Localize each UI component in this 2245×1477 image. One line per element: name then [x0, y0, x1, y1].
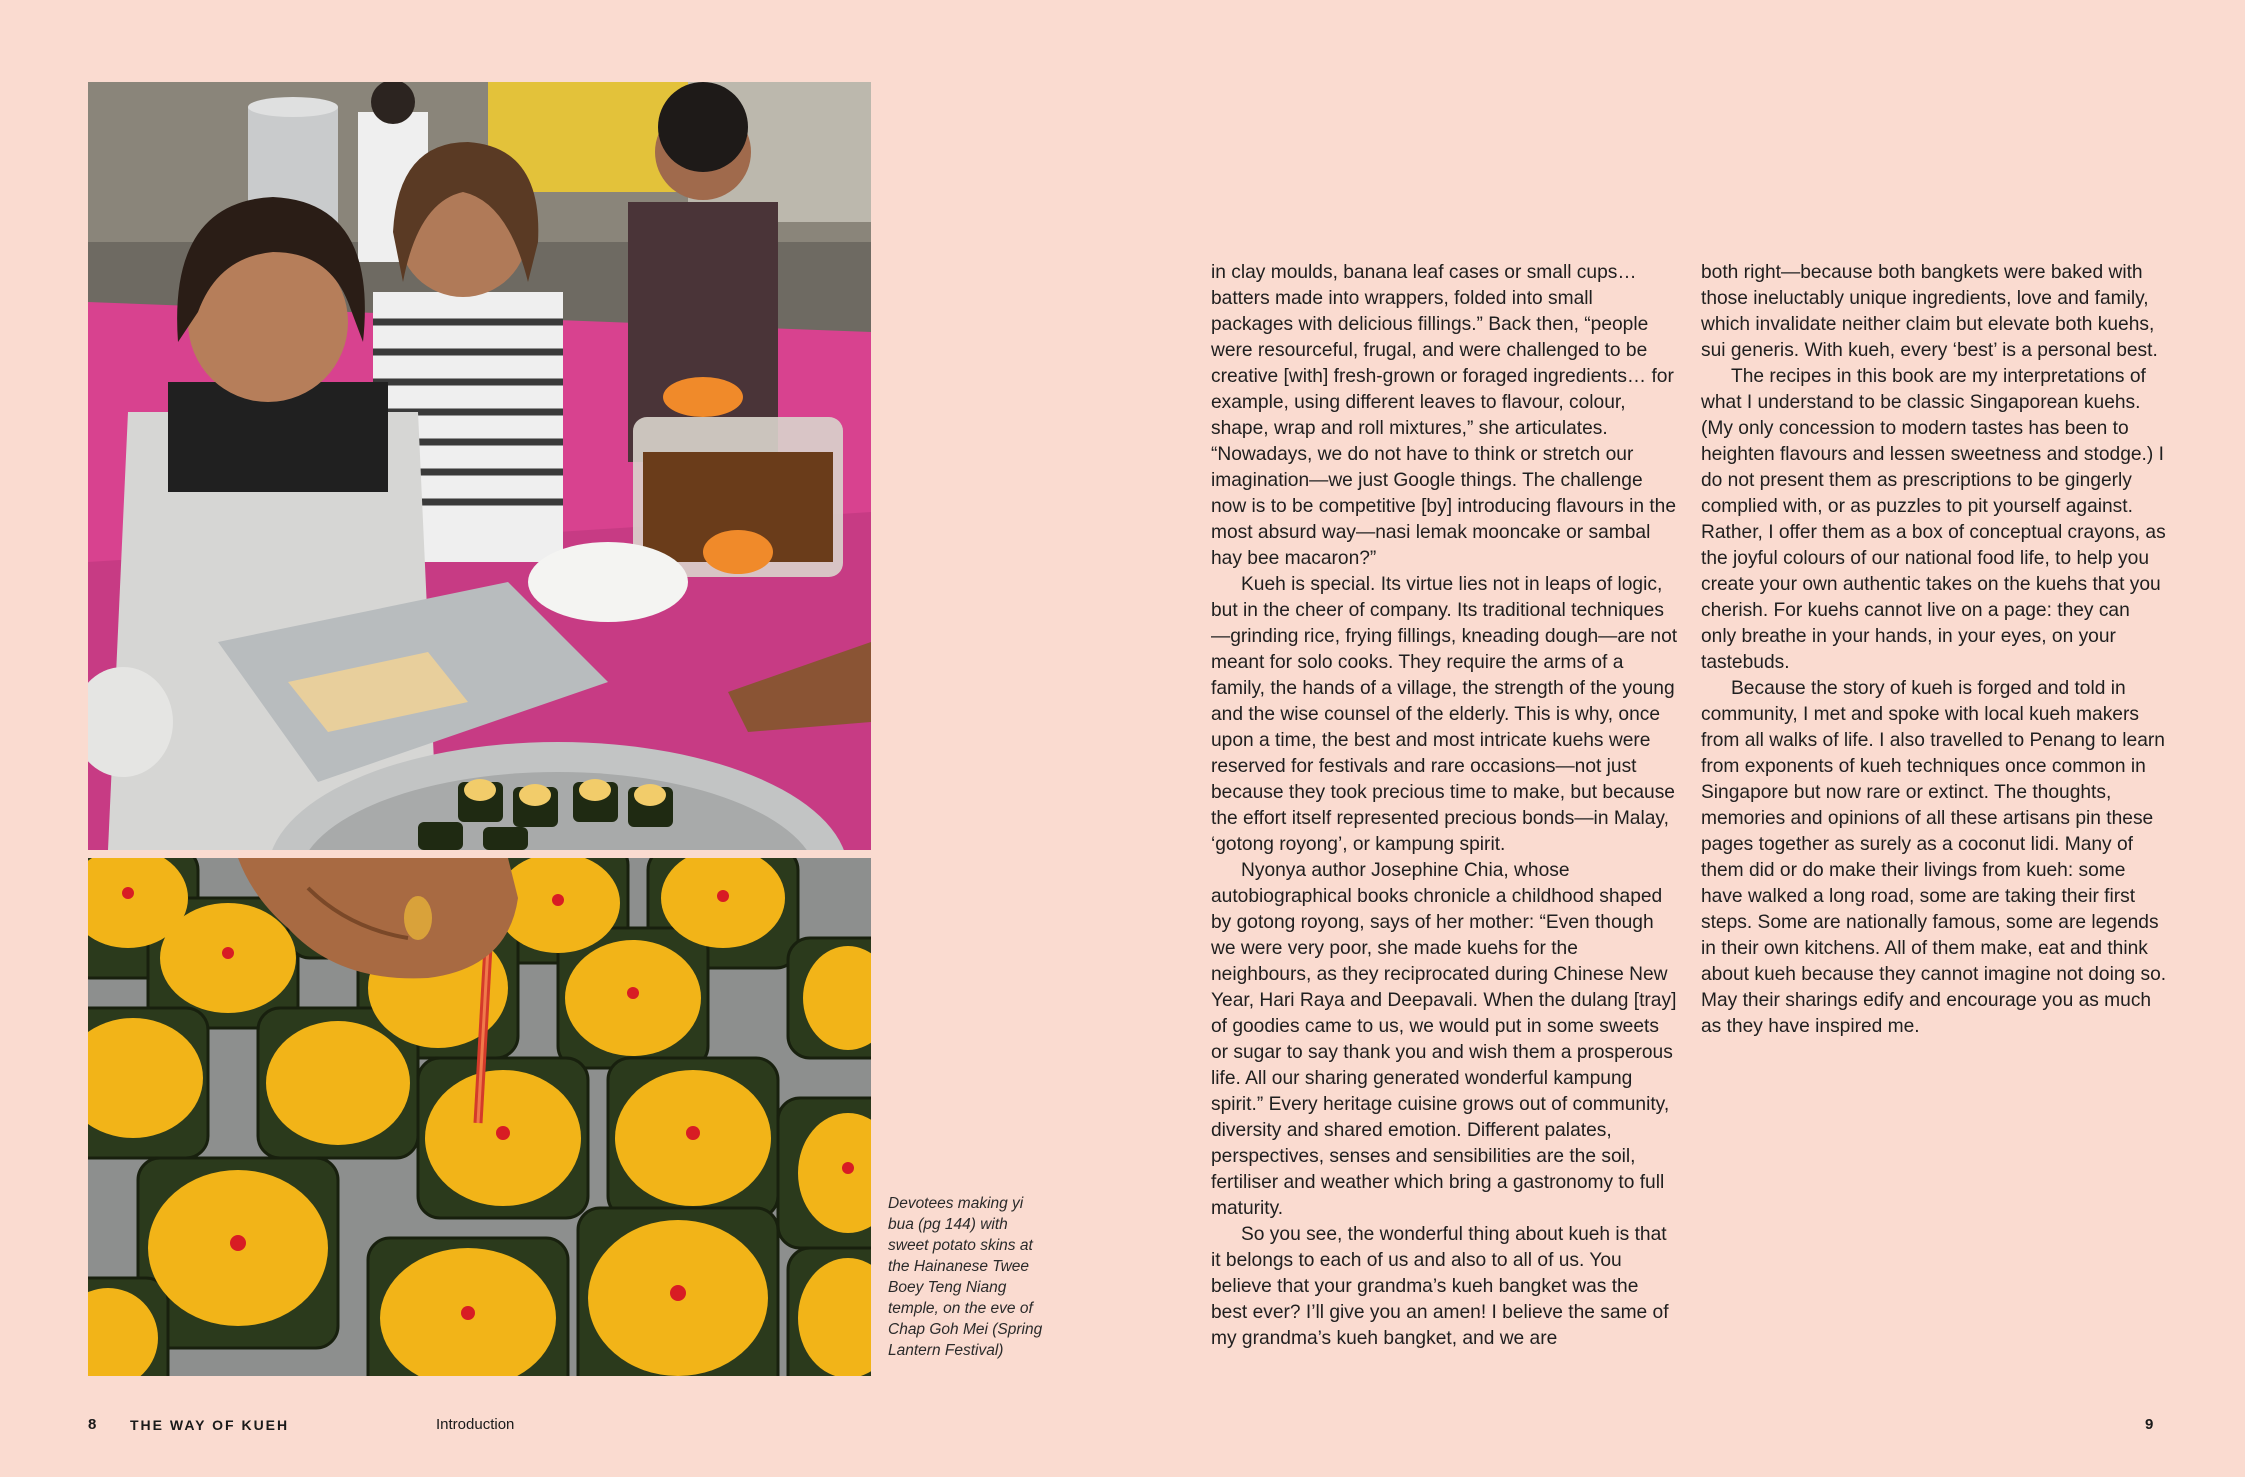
paragraph: in clay moulds, banana leaf cases or small cups… batters made into wrappers, folded into small packages with delicious fillings.” Back then, “people were resourceful, frugal, and were challenged to be creative [with] fresh-grown or foraged ingredients… for example, using different leaves to flavour, colour, shape, wrap and roll mixtures,” she articulates. “Nowadays, we do not have to think or stretch our imagination—we just Google things. The challenge now is to be competitive [by] introducing flavours in the most absurd way—nasi lemak mooncake or sambal hay bee macaron?”: [1211, 262, 1677, 569]
running-title: THE WAY OF KUEH: [130, 1417, 290, 1433]
photo-caption: Devotees making yi bua (pg 144) with sweet potato skins at the Hainanese Twee Boey Teng Niang temple, on the eve of Chap Goh Mei (Spring Lantern Festival): [888, 1195, 1043, 1359]
text-column-2: [1701, 260, 2169, 1040]
paragraph: Kueh is special. Its virtue lies not in leaps of logic, but in the cheer of company. Its traditional techniques—grinding rice, frying fillings, kneading dough—are not meant for solo cooks. They require the arms of a family, the hands of a village, the strength of the young and the wise counsel of the elderly. This is why, once upon a time, the best and most intricate kuehs were reserved for festivals and rare occasions—not just because they took precious time to make, but because the effort itself represented precious bonds—in Malay, ‘gotong royong’, or kampung spirit.: [1211, 574, 1678, 855]
page-number-left: 8: [88, 1416, 97, 1433]
section-name: Introduction: [436, 1416, 515, 1433]
photo-kueh-making-image: [88, 82, 871, 850]
photo-yi-bua-image: [88, 858, 871, 1376]
paragraph: The recipes in this book are my interpretations of what I understand to be classic Singaporean kuehs. (My only concession to modern tastes has been to heighten flavours and lessen sweetness and stodge.) I do not present them as prescriptions to be gingerly complied with, or as puzzles to pit yourself against. Rather, I offer them as a box of conceptual crayons, as the joyful colours of our national food life, to help you create your own authentic takes on the kuehs that you cherish. For kuehs cannot live on a page: they can only breathe in your hands, in your eyes, on your tastebuds.: [1701, 366, 2166, 673]
photo-kueh-making: [88, 82, 871, 850]
paragraph: both right—because both bangkets were baked with those ineluctably unique ingredients, love and family, which invalidate neither claim but elevate both kuehs, sui generis. With kueh, every ‘best’ is a personal best.: [1701, 262, 2158, 361]
text-column-1: [1211, 260, 1679, 1352]
page-number-right: 9: [2145, 1416, 2154, 1433]
paragraph: So you see, the wonderful thing about kueh is that it belongs to each of us and also to all of us. You believe that your grandma’s kueh bangket was the best ever? I’ll give you an amen! I believe the same of my grandma’s kueh bangket, and we are: [1211, 1224, 1669, 1349]
photo-yi-bua-closeup: [88, 858, 871, 1376]
paragraph: Nyonya author Josephine Chia, whose autobiographical books chronicle a childhood shaped by gotong royong, says of her mother: “Even though we were very poor, she made kuehs for the neighbours, as they reciprocated during Chinese New Year, Hari Raya and Deepavali. When the dulang [tray] of goodies came to us, we would put in some sweets or sugar to say thank you and wish them a prosperous life. All our sharing generated wonderful kampung spirit.” Every heritage cuisine grows out of community, diversity and shared emotion. Different palates, perspectives, senses and sensibilities are the soil, fertiliser and weather which bring a gastronomy to full maturity.: [1211, 860, 1677, 1219]
paragraph: Because the story of kueh is forged and told in community, I met and spoke with local kueh makers from all walks of life. I also travelled to Penang to learn from exponents of kueh techniques once common in Singapore but now rare or extinct. The thoughts, memories and opinions of all these artisans pin these pages together as surely as a coconut lidi. Many of them did or do make their livings from kueh: some have walked a long road, some are taking their first steps. Some are nationally famous, some are legends in their own kitchens. All of them make, eat and think about kueh because they cannot imagine not doing so. May their sharings edify and encourage you as much as they have inspired me.: [1701, 678, 2167, 1037]
